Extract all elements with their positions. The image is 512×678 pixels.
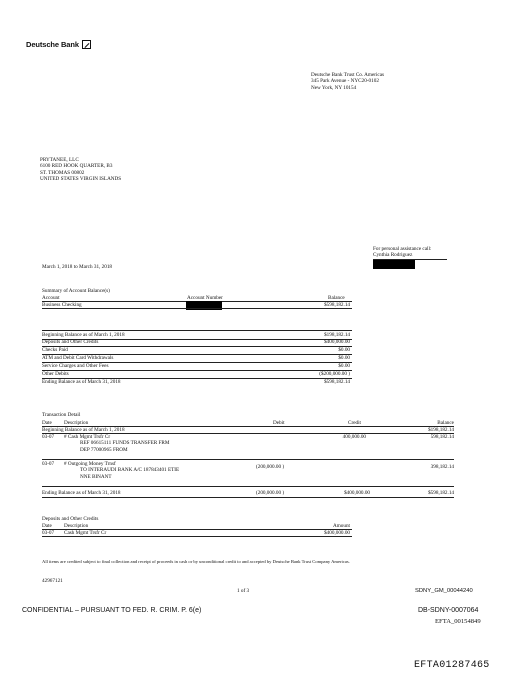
balance-summary-label: Checks Paid xyxy=(42,347,68,353)
balance-summary-label: ATM and Debit Card Withdrawals xyxy=(42,355,114,361)
customer-address-line: UNITED STATES VIRGIN ISLANDS xyxy=(40,175,122,182)
transaction-row-date: 03-07 xyxy=(42,434,55,440)
balance-summary-label: Service Charges and Other Fees xyxy=(42,363,109,369)
transaction-desc-line: # Outgoing Money Trnsf xyxy=(64,461,116,467)
balance-summary-value: $0.00 xyxy=(338,347,350,353)
bank-address xyxy=(311,72,384,91)
deposits-row-date: 03-07 xyxy=(42,530,55,536)
customer-address-line: PRYTANEE, LLC xyxy=(40,157,79,163)
transaction-header-debit: Debit xyxy=(273,420,285,426)
transaction-row-desc xyxy=(64,434,169,453)
transaction-desc-line: DEP 77000965 FROM xyxy=(80,446,128,453)
transaction-row-rule xyxy=(42,486,454,487)
transaction-row-debit: (200,000.00 ) xyxy=(256,464,285,470)
balance-summary-value: $198,182.14 xyxy=(324,332,350,338)
summary-title: Summary of Account Balance(s) xyxy=(42,288,110,294)
bank-address-line: 345 Park Avenue - NYC20-0102 xyxy=(311,78,379,85)
transaction-row-balance: 598,182.14 xyxy=(430,434,454,440)
transaction-desc-line: # Cash Mgmt Trsfr Cr xyxy=(64,434,111,440)
transaction-row-rule xyxy=(42,459,454,460)
summary-header-account: Account xyxy=(42,295,60,301)
transaction-desc-line: TO INTERAUDI BANK A/C 187843401 ETIE xyxy=(80,467,180,474)
bates-sdny-gm: SDNY_GM_00044240 xyxy=(415,588,473,594)
transaction-header-description: Description xyxy=(64,420,89,426)
deposits-header-amount: Amount xyxy=(332,523,350,529)
transaction-desc-line: NNE BINANT xyxy=(80,473,112,480)
transaction-row-desc xyxy=(64,461,179,480)
customer-address xyxy=(40,157,121,182)
balance-summary-value: $0.00 xyxy=(338,355,350,361)
assistance-label: For personal assistance call: xyxy=(373,246,432,252)
summary-row-rule xyxy=(42,308,352,309)
customer-address-line: ST. THOMAS 00802 xyxy=(40,169,85,176)
balance-summary-value: $0.00 xyxy=(338,363,350,369)
redaction-block xyxy=(373,260,415,269)
efta-inner: EFTA_00154849 xyxy=(435,618,481,625)
transaction-ending-balance: $598,182.14 xyxy=(428,490,454,496)
summary-header-account-number: Account Number xyxy=(187,295,223,301)
transaction-header-date: Date xyxy=(42,420,52,426)
deposits-row-rule xyxy=(42,536,352,537)
balance-summary-value: ($200,000.00 ) xyxy=(319,371,350,377)
transaction-ending-rule xyxy=(42,497,454,498)
summary-header-balance: Balance xyxy=(328,295,345,301)
summary-account-name: Business Checking xyxy=(42,302,82,308)
balance-summary-label: Beginning Balance as of March 1, 2018 xyxy=(42,332,125,338)
transaction-desc-line: REF 06615111 FUNDS TRANSFER FRM xyxy=(80,440,170,447)
transaction-row-date: 03-07 xyxy=(42,461,55,467)
balance-summary-label: Other Debits xyxy=(42,371,69,377)
deposits-header-date: Date xyxy=(42,523,52,529)
balance-summary-value: $400,000.00 xyxy=(324,339,350,345)
efta-outer: EFTA01287465 xyxy=(414,660,490,671)
deposits-row-amount: $400,000.00 xyxy=(324,530,350,536)
assistance-name: Cynthia Rodriguez xyxy=(373,252,413,258)
bank-address-line: New York, NY 10154 xyxy=(311,84,357,91)
transaction-ending-label: Ending Balance as of March 31, 2018 xyxy=(42,490,121,496)
transaction-ending-credit: $400,000.00 xyxy=(344,490,370,496)
balance-summary-value: $598,182.14 xyxy=(324,379,350,385)
transaction-header-balance: Balance xyxy=(437,420,454,426)
reference-number: 42967121 xyxy=(42,578,63,584)
transaction-header-credit: Credit xyxy=(348,420,361,426)
bates-db-sdny: DB-SDNY-0007064 xyxy=(418,607,479,614)
deposits-header-description: Description xyxy=(64,523,89,529)
transaction-row-credit: 400,000.00 xyxy=(342,434,366,440)
deposits-row-description: Cash Mgmt Trsfr Cr xyxy=(64,530,107,536)
balance-summary-row xyxy=(42,378,352,386)
page-number: 1 of 3 xyxy=(237,588,250,594)
disclaimer-text: All items are credited subject to final collection and receipt of proceeds in cash or by unconditional credit to and accepted by Deutsche Bank Trust Company Americas. xyxy=(42,559,350,564)
transaction-ending-debit: (200,000.00 ) xyxy=(256,490,285,496)
confidential-notice: CONFIDENTIAL – PURSUANT TO FED. R. CRIM. P. 6(e) xyxy=(22,607,202,614)
transaction-beginning-label: Beginning Balance as of March 1, 2018 xyxy=(42,427,125,433)
transaction-beginning-balance: $198,182.14 xyxy=(428,427,454,433)
customer-address-line: 6100 RED HOOK QUARTER, B3 xyxy=(40,163,113,170)
bank-address-line: Deutsche Bank Trust Co. Americas xyxy=(311,72,385,78)
deposits-title: Deposits and Other Credits xyxy=(42,516,99,522)
transaction-row-balance: 398,182.14 xyxy=(430,464,454,470)
transaction-detail-title: Transaction Detail xyxy=(42,412,81,418)
bank-logo-text: Deutsche Bank xyxy=(26,40,79,49)
balance-summary-label: Deposits and Other Credits xyxy=(42,339,99,345)
summary-account-balance: $598,182.14 xyxy=(324,302,350,308)
balance-summary-label: Ending Balance as of March 31, 2018 xyxy=(42,379,121,385)
statement-period: March 1, 2018 to March 31, 2018 xyxy=(42,264,113,270)
